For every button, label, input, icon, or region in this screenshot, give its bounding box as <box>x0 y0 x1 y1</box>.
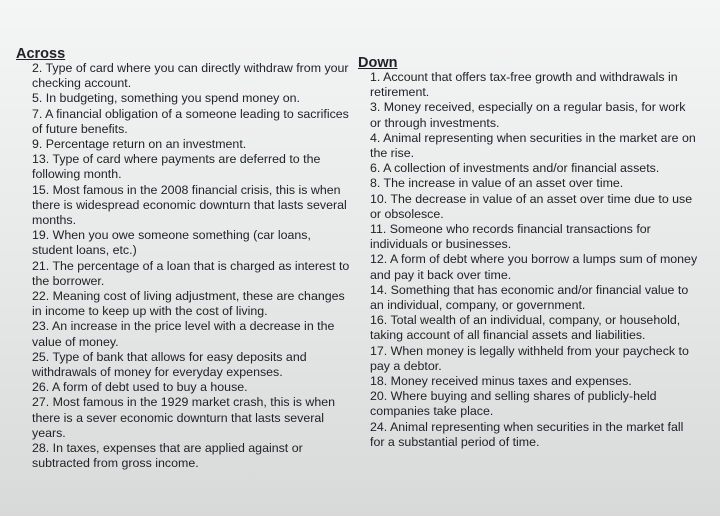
across-clue: 26. A form of debt used to buy a house. <box>32 380 248 395</box>
down-clue: 4. Animal representing when securities in the market are on the rise. <box>370 130 696 161</box>
down-clue: 11. Someone who records financial transactions for individuals or businesses. <box>370 222 651 252</box>
down-clue: 1. Account that offers tax-free growth and withdrawals in retirement. <box>370 70 678 100</box>
down-clue: 18. Money received minus taxes and expenses. <box>370 374 632 389</box>
across-clue: 5. In budgeting, something you spend money on. <box>32 91 300 106</box>
across-clue: 13. Type of card where payments are deferred to the following month. <box>32 152 321 182</box>
across-clue: 23. An increase in the price level with a decrease in the value of money. <box>32 319 335 349</box>
down-clue: 24. Animal representing when securities in the market fall for a substantial period of time. <box>370 419 684 449</box>
across-clue: 9. Percentage return on an investment. <box>32 137 247 152</box>
down-column <box>358 55 698 450</box>
down-clue: 8. The increase in value of an asset over time. <box>370 176 624 191</box>
across-heading: Across <box>16 46 66 62</box>
across-clue: 2. Type of card where you can directly withdraw from your checking account. <box>32 61 349 91</box>
across-clue: 27. Most famous in the 1929 market crash, this is when there is a sever economic downturn that lasts several years. <box>32 395 336 440</box>
down-heading: Down <box>358 55 398 71</box>
down-clue: 20. Where buying and selling shares of publicly-held companies take place. <box>370 389 657 419</box>
down-clue: 6. A collection of investments and/or financial assets. <box>370 161 660 176</box>
down-clue: 3. Money received, especially on a regular basis, for work or through investments. <box>370 100 686 130</box>
down-clue: 14. Something that has economic and/or financial value to an individual, company, or government. <box>370 282 689 313</box>
across-clue: 19. When you owe someone something (car loans, student loans, etc.) <box>32 228 311 258</box>
across-column <box>18 46 350 471</box>
down-clue: 17. When money is legally withheld from your paycheck to pay a debtor. <box>370 343 689 373</box>
down-clue: 16. Total wealth of an individual, company, or household, taking account of all financial assets and liabilities. <box>370 313 681 343</box>
across-clue: 25. Type of bank that allows for easy deposits and withdrawals of money for everyday expenses. <box>32 349 307 380</box>
across-clue: 28. In taxes, expenses that are applied against or subtracted from gross income. <box>32 441 303 471</box>
across-clue: 7. A financial obligation of a someone leading to sacrifices of future benefits. <box>32 106 349 136</box>
across-clue: 21. The percentage of a loan that is charged as interest to the borrower. <box>32 258 350 288</box>
down-clue: 10. The decrease in value of an asset over time due to use or obsolesce. <box>370 191 693 221</box>
across-clue: 15. Most famous in the 2008 financial crisis, this is when there is widespread economic downturn that lasts several months. <box>32 182 347 228</box>
down-clue: 12. A form of debt where you borrow a lumps sum of money and pay it back over time. <box>370 252 698 282</box>
across-clue: 22. Meaning cost of living adjustment, these are changes in income to keep up with the cost of living. <box>32 289 345 319</box>
